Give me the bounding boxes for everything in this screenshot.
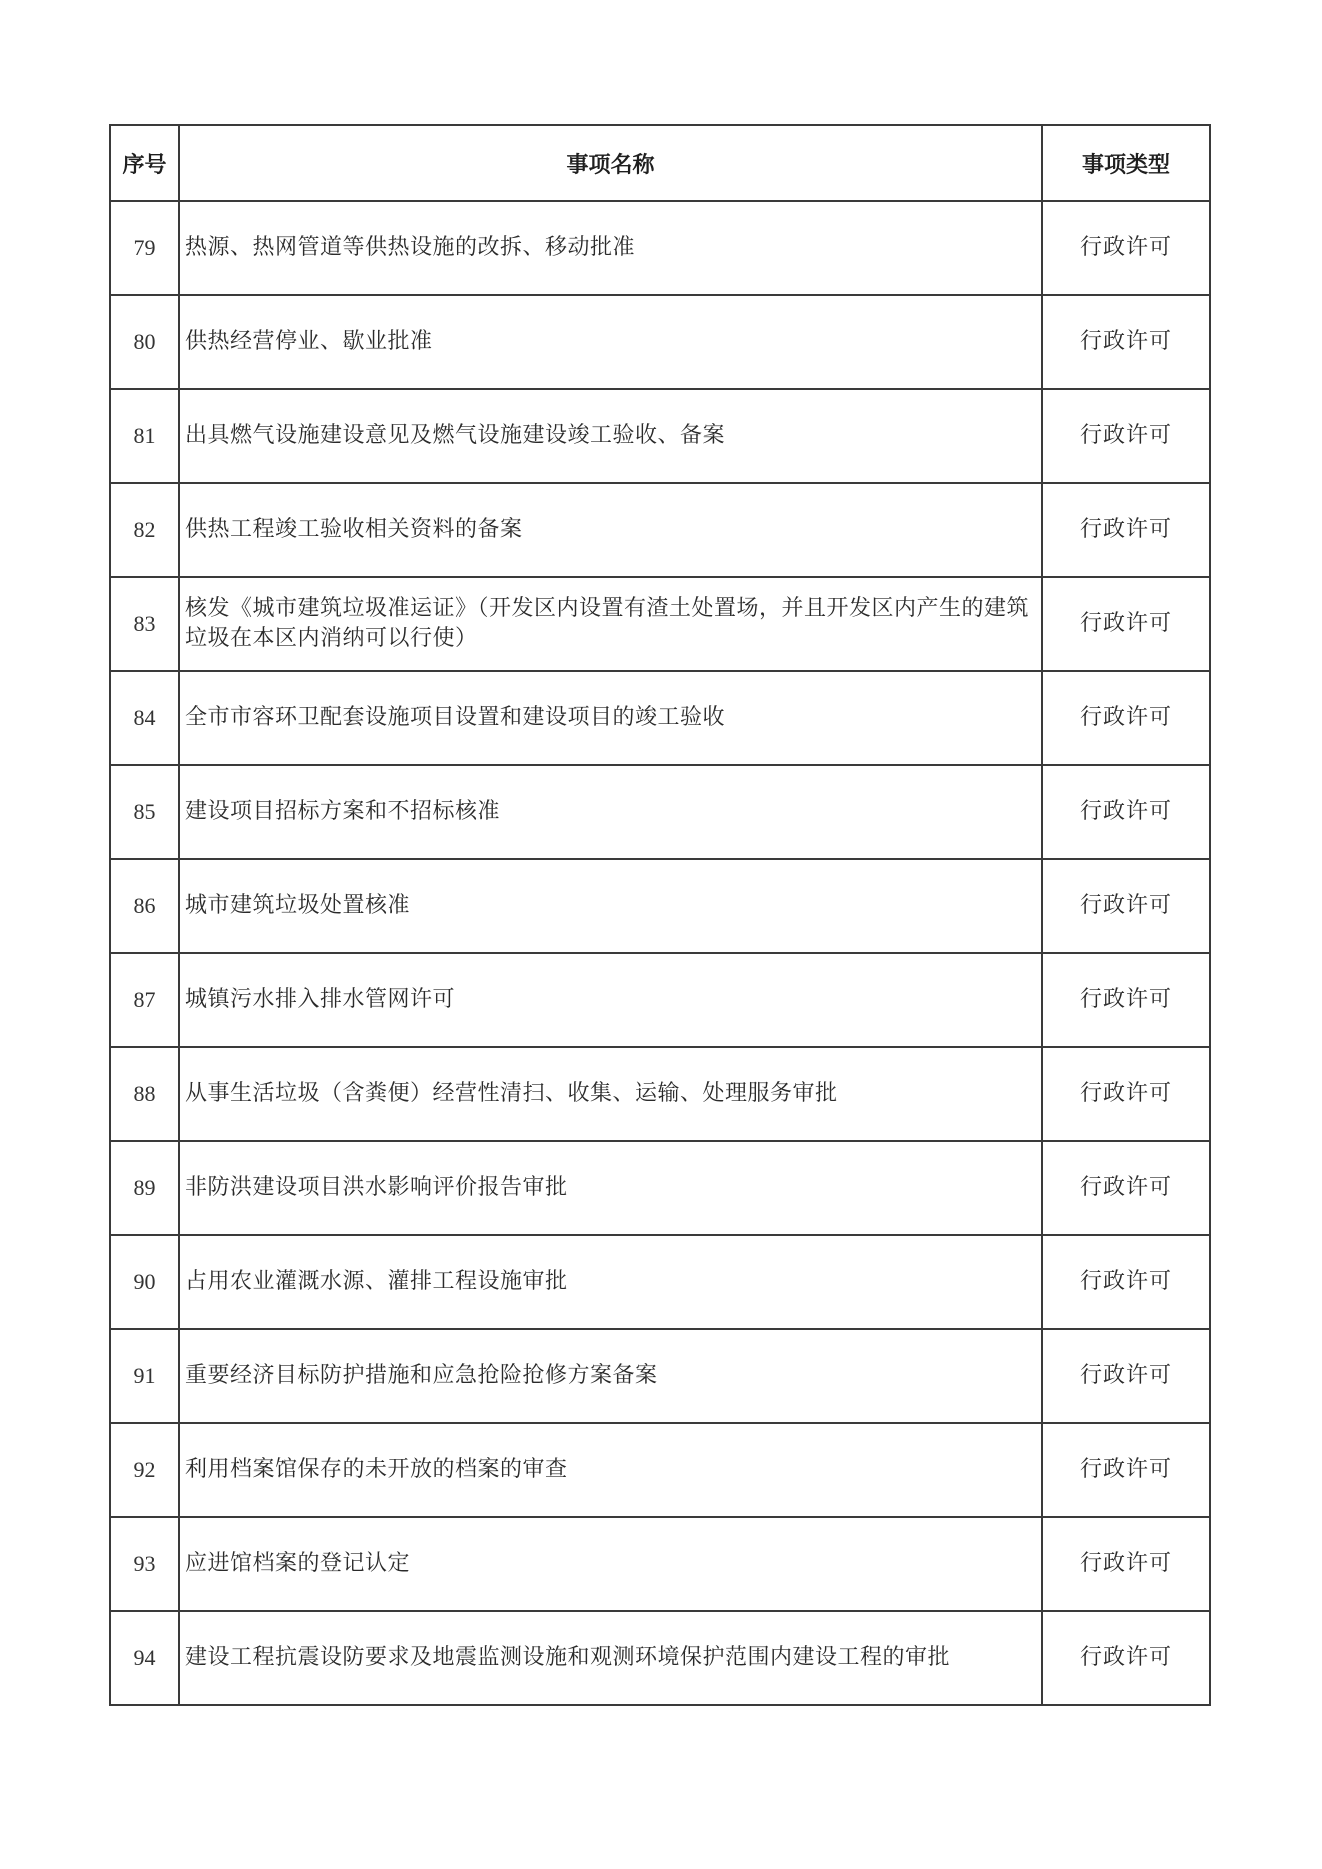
row-type: 行政许可 (1042, 577, 1210, 671)
row-index: 93 (110, 1517, 179, 1611)
row-name: 供热经营停业、歇业批准 (179, 295, 1042, 389)
header-row (110, 125, 1210, 201)
row-type: 行政许可 (1042, 1423, 1210, 1517)
table-row (110, 1329, 1210, 1423)
row-name: 利用档案馆保存的未开放的档案的审查 (179, 1423, 1042, 1517)
row-index: 86 (110, 859, 179, 953)
row-type: 行政许可 (1042, 389, 1210, 483)
row-index: 82 (110, 483, 179, 577)
row-name: 从事生活垃圾（含粪便）经营性清扫、收集、运输、处理服务审批 (179, 1047, 1042, 1141)
row-name: 建设工程抗震设防要求及地震监测设施和观测环境保护范围内建设工程的审批 (179, 1611, 1042, 1705)
row-name: 城镇污水排入排水管网许可 (179, 953, 1042, 1047)
row-type: 行政许可 (1042, 859, 1210, 953)
row-name: 热源、热网管道等供热设施的改拆、移动批准 (179, 201, 1042, 295)
row-type: 行政许可 (1042, 1329, 1210, 1423)
row-index: 92 (110, 1423, 179, 1517)
table-row (110, 201, 1210, 295)
table-header (110, 125, 1210, 201)
row-name: 城市建筑垃圾处置核准 (179, 859, 1042, 953)
row-index: 80 (110, 295, 179, 389)
table-body (110, 201, 1210, 1705)
header-index: 序号 (110, 125, 179, 201)
row-type: 行政许可 (1042, 1141, 1210, 1235)
table-row (110, 577, 1210, 671)
items-table (109, 124, 1211, 1706)
table-row (110, 389, 1210, 483)
row-name: 供热工程竣工验收相关资料的备案 (179, 483, 1042, 577)
row-name: 应进馆档案的登记认定 (179, 1517, 1042, 1611)
table-row (110, 295, 1210, 389)
row-index: 87 (110, 953, 179, 1047)
row-index: 79 (110, 201, 179, 295)
row-type: 行政许可 (1042, 1517, 1210, 1611)
table-row (110, 483, 1210, 577)
row-name: 非防洪建设项目洪水影响评价报告审批 (179, 1141, 1042, 1235)
table-row (110, 1611, 1210, 1705)
table-row (110, 859, 1210, 953)
row-index: 94 (110, 1611, 179, 1705)
row-type: 行政许可 (1042, 201, 1210, 295)
row-index: 81 (110, 389, 179, 483)
row-index: 91 (110, 1329, 179, 1423)
row-name: 建设项目招标方案和不招标核准 (179, 765, 1042, 859)
table-row (110, 1047, 1210, 1141)
row-index: 90 (110, 1235, 179, 1329)
row-name: 占用农业灌溉水源、灌排工程设施审批 (179, 1235, 1042, 1329)
row-type: 行政许可 (1042, 483, 1210, 577)
row-type: 行政许可 (1042, 765, 1210, 859)
row-index: 89 (110, 1141, 179, 1235)
row-index: 85 (110, 765, 179, 859)
table-row (110, 671, 1210, 765)
row-type: 行政许可 (1042, 1611, 1210, 1705)
table-row (110, 1235, 1210, 1329)
table-row (110, 1517, 1210, 1611)
row-index: 88 (110, 1047, 179, 1141)
row-name: 全市市容环卫配套设施项目设置和建设项目的竣工验收 (179, 671, 1042, 765)
row-type: 行政许可 (1042, 671, 1210, 765)
header-name: 事项名称 (179, 125, 1042, 201)
row-type: 行政许可 (1042, 1235, 1210, 1329)
row-index: 84 (110, 671, 179, 765)
row-type: 行政许可 (1042, 295, 1210, 389)
row-type: 行政许可 (1042, 953, 1210, 1047)
table-row (110, 1141, 1210, 1235)
header-type: 事项类型 (1042, 125, 1210, 201)
row-type: 行政许可 (1042, 1047, 1210, 1141)
table-row (110, 765, 1210, 859)
row-name: 重要经济目标防护措施和应急抢险抢修方案备案 (179, 1329, 1042, 1423)
table-row (110, 1423, 1210, 1517)
row-name: 核发《城市建筑垃圾准运证》（开发区内设置有渣土处置场，并且开发区内产生的建筑垃圾在本区内消纳可以行使） (179, 577, 1042, 671)
row-index: 83 (110, 577, 179, 671)
row-name: 出具燃气设施建设意见及燃气设施建设竣工验收、备案 (179, 389, 1042, 483)
table-row (110, 953, 1210, 1047)
